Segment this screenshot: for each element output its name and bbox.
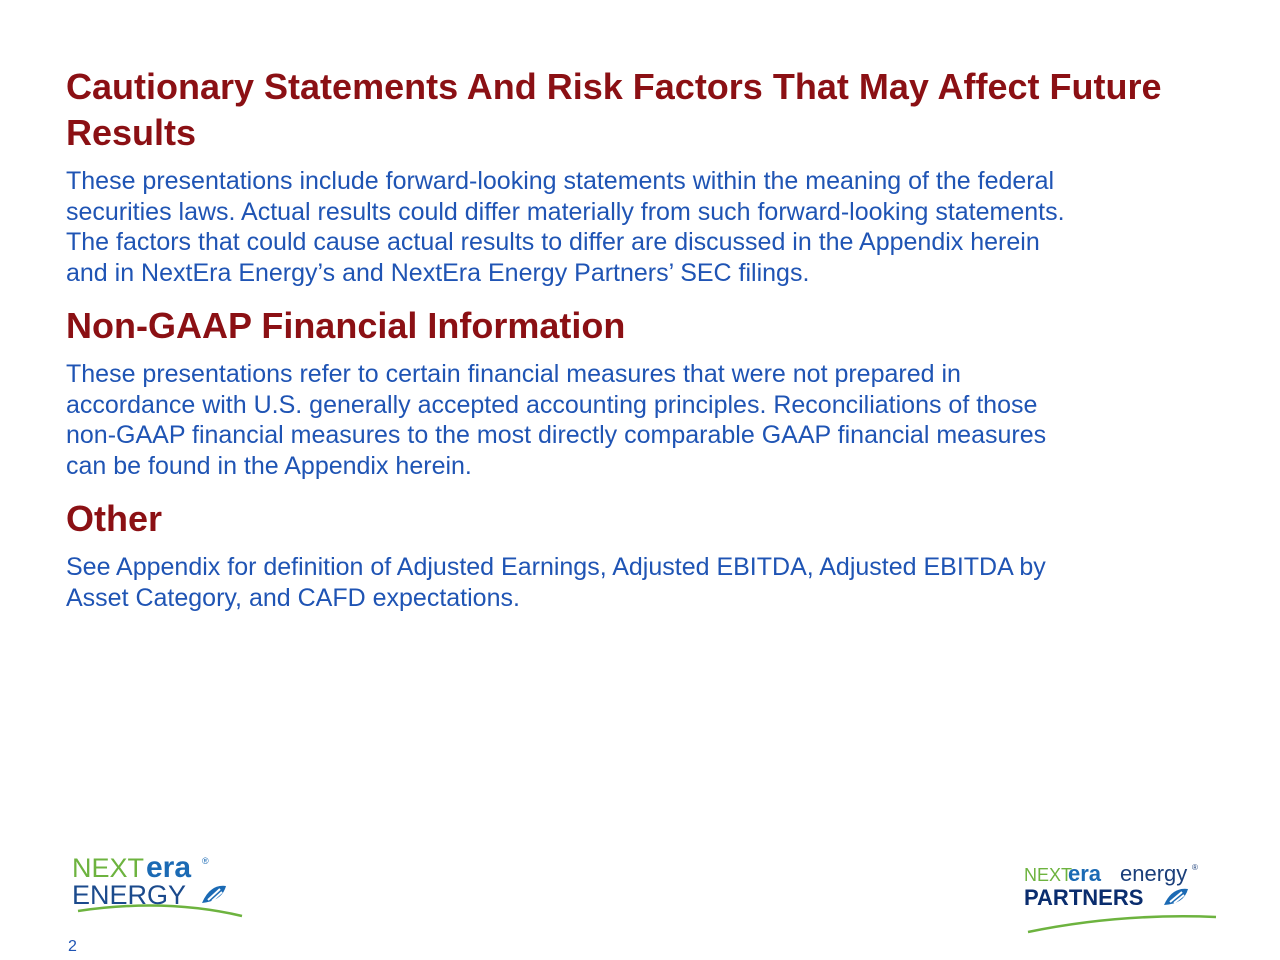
- section-heading-cautionary: Cautionary Statements And Risk Factors That May Affect Future Results: [66, 66, 1162, 153]
- logo-next-text: NEXT: [72, 853, 145, 883]
- body-line: can be found in the Appendix herein.: [66, 451, 472, 480]
- section-body-cautionary: [66, 166, 1226, 288]
- nextera-energy-partners-logo: [1020, 855, 1225, 937]
- logo-energy-word: energy: [1120, 861, 1188, 886]
- section-body-other: [66, 552, 1226, 613]
- logo-energy-text: ENERGY: [72, 880, 187, 910]
- logo-next-text: NEXT: [1024, 865, 1073, 885]
- nextera-energy-logo: [70, 848, 250, 920]
- body-line: accordance with U.S. generally accepted accounting principles. Reconciliations of those: [66, 390, 1038, 419]
- body-line: See Appendix for definition of Adjusted Earnings, Adjusted EBITDA, Adjusted EBITDA by: [66, 553, 1046, 581]
- logo-registered-mark: ®: [1192, 863, 1198, 872]
- body-line: securities laws. Actual results could differ materially from such forward-looking statements.: [66, 197, 1065, 226]
- leaf-swoosh-icon: [1164, 889, 1188, 905]
- body-line: non-GAAP financial measures to the most directly comparable GAAP financial measures: [66, 421, 1047, 449]
- body-line: These presentations include forward-looking statements within the meaning of the federal: [66, 167, 1055, 195]
- section-heading-other: Other: [66, 498, 163, 539]
- section-body-non-gaap: [66, 359, 1226, 481]
- body-line: The factors that could cause actual results to differ are discussed in the Appendix herein: [66, 228, 1040, 256]
- logo-era-text: era: [1068, 861, 1102, 886]
- page-number: 2: [68, 938, 77, 955]
- logo-partners-text: PARTNERS: [1024, 885, 1144, 910]
- slide-content: [66, 64, 1226, 613]
- body-line: Asset Category, and CAFD expectations.: [66, 583, 520, 612]
- body-line: and in NextEra Energy’s and NextEra Energy Partners’ SEC filings.: [66, 258, 810, 287]
- logo-swoosh-underline: [1028, 916, 1216, 932]
- logo-era-text: era: [146, 851, 192, 884]
- body-line: These presentations refer to certain financial measures that were not prepared in: [66, 360, 961, 388]
- section-heading-non-gaap: Non-GAAP Financial Information: [66, 305, 626, 346]
- leaf-swoosh-icon: [202, 886, 226, 903]
- logo-registered-mark: ®: [202, 856, 209, 866]
